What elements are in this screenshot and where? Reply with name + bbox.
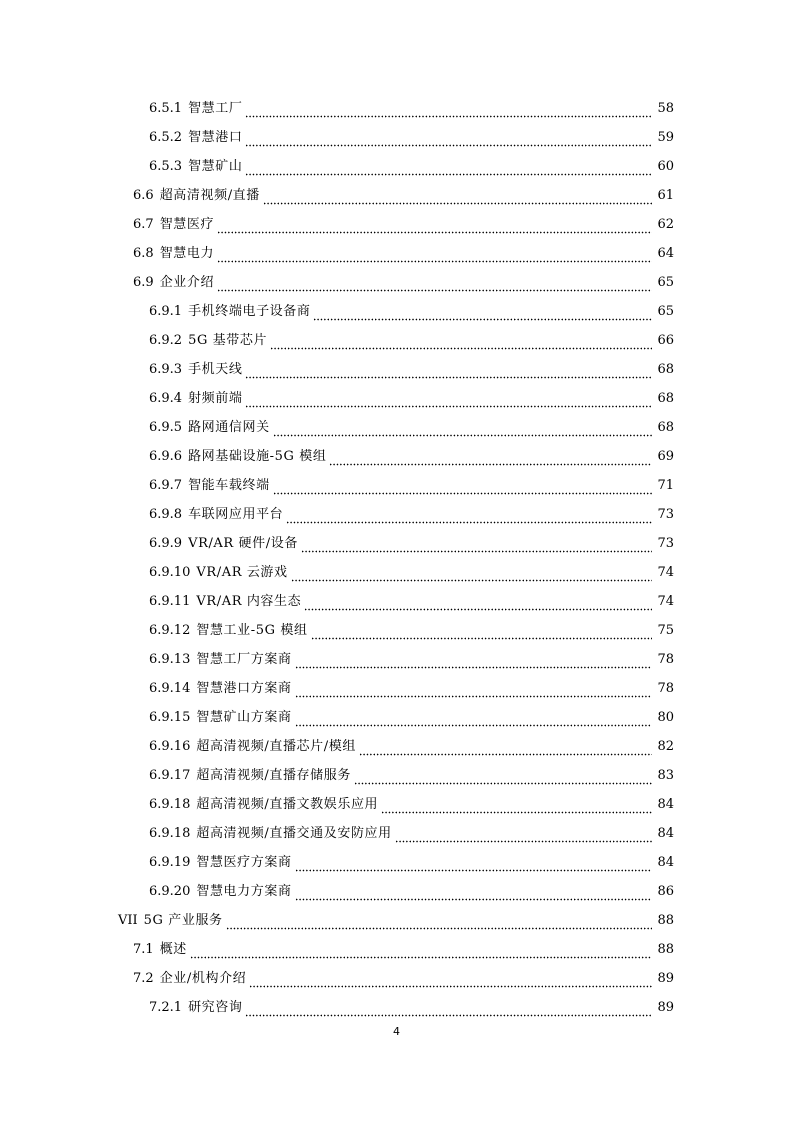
toc-entry[interactable] <box>0 674 793 703</box>
table-of-contents <box>0 94 793 1022</box>
toc-entry-page: 59 <box>657 130 674 145</box>
toc-entry-number: 6.9.11 <box>149 594 191 609</box>
toc-entry-title: 智慧医疗 <box>159 217 215 232</box>
toc-entry[interactable] <box>0 761 793 790</box>
toc-entry-number: VII <box>118 913 138 928</box>
toc-entry-title: 企业介绍 <box>159 275 215 290</box>
toc-entry-title: 超高清视频/直播存储服务 <box>196 768 351 783</box>
toc-dot-leader <box>245 367 652 379</box>
toc-entry-number: 6.8 <box>133 246 154 261</box>
toc-entry-page: 73 <box>657 536 674 551</box>
toc-entry-page: 74 <box>657 594 674 609</box>
toc-entry[interactable] <box>0 297 793 326</box>
toc-entry[interactable] <box>0 442 793 471</box>
toc-entry-number: 6.9.4 <box>149 391 183 406</box>
toc-entry-number: 6.9.1 <box>149 304 183 319</box>
toc-dot-leader <box>295 860 652 872</box>
toc-entry-page: 66 <box>657 333 674 348</box>
toc-entry-title: 5G 产业服务 <box>143 913 223 928</box>
toc-entry-page: 68 <box>657 391 674 406</box>
toc-entry-page: 78 <box>657 681 674 696</box>
toc-dot-leader <box>217 280 652 292</box>
toc-entry[interactable] <box>0 732 793 761</box>
toc-dot-leader <box>286 512 652 524</box>
toc-entry-title: 智能车载终端 <box>188 478 270 493</box>
toc-dot-leader <box>245 164 652 176</box>
toc-entry[interactable] <box>0 355 793 384</box>
toc-entry[interactable] <box>0 616 793 645</box>
toc-entry-number: 6.9.18 <box>149 797 191 812</box>
toc-entry[interactable] <box>0 877 793 906</box>
toc-dot-leader <box>311 628 652 640</box>
toc-entry-number: 6.9.19 <box>149 855 191 870</box>
toc-entry[interactable] <box>0 500 793 529</box>
toc-entry-page: 74 <box>657 565 674 580</box>
toc-entry-page: 73 <box>657 507 674 522</box>
toc-entry[interactable] <box>0 790 793 819</box>
toc-dot-leader <box>354 773 652 785</box>
toc-entry-title: VR/AR 云游戏 <box>196 565 288 580</box>
toc-entry-number: 7.2.1 <box>149 1000 183 1015</box>
toc-dot-leader <box>245 106 652 118</box>
toc-entry-title: 手机终端电子设备商 <box>188 304 311 319</box>
toc-entry-title: 智慧矿山 <box>188 159 243 174</box>
toc-dot-leader <box>295 686 652 698</box>
toc-entry-number: 6.5.2 <box>149 130 183 145</box>
toc-entry-title: 智慧工厂 <box>188 101 243 116</box>
toc-entry[interactable] <box>0 123 793 152</box>
toc-entry-title: 射频前端 <box>188 391 243 406</box>
toc-dot-leader <box>190 947 652 959</box>
toc-entry-title: 智慧工厂方案商 <box>196 652 292 667</box>
toc-entry-title: 手机天线 <box>188 362 243 377</box>
toc-entry-number: 6.9 <box>133 275 154 290</box>
toc-entry-title: 智慧电力 <box>159 246 215 261</box>
toc-entry[interactable] <box>0 848 793 877</box>
toc-entry-title: 智慧港口 <box>188 130 243 145</box>
toc-dot-leader <box>329 454 652 466</box>
toc-entry-page: 78 <box>657 652 674 667</box>
toc-dot-leader <box>217 251 652 263</box>
toc-entry-number: 7.1 <box>133 942 154 957</box>
toc-dot-leader <box>245 135 652 147</box>
toc-entry-title: 智慧医疗方案商 <box>196 855 292 870</box>
toc-entry-number: 6.9.9 <box>149 536 183 551</box>
toc-entry-page: 84 <box>657 826 674 841</box>
toc-entry-page: 86 <box>657 884 674 899</box>
toc-entry-page: 84 <box>657 855 674 870</box>
toc-entry-title: 超高清视频/直播交通及安防应用 <box>196 826 392 841</box>
toc-entry[interactable] <box>0 210 793 239</box>
toc-entry-page: 80 <box>657 710 674 725</box>
toc-dot-leader <box>359 744 652 756</box>
toc-entry-page: 68 <box>657 362 674 377</box>
toc-dot-leader <box>381 802 652 814</box>
toc-entry-page: 69 <box>657 449 674 464</box>
toc-entry-title: 研究咨询 <box>188 1000 243 1015</box>
toc-entry-page: 60 <box>657 159 674 174</box>
toc-dot-leader <box>245 1005 652 1017</box>
toc-entry-number: 6.9.18 <box>149 826 191 841</box>
toc-entry[interactable] <box>0 94 793 123</box>
toc-entry-title: 路网基础设施-5G 模组 <box>188 449 327 464</box>
page-number: 4 <box>393 1025 400 1038</box>
toc-entry-number: 6.7 <box>133 217 154 232</box>
toc-entry-number: 6.9.15 <box>149 710 191 725</box>
toc-entry-page: 65 <box>657 304 674 319</box>
toc-entry-page: 83 <box>657 768 674 783</box>
toc-entry-title: 超高清视频/直播 <box>159 188 260 203</box>
toc-entry-page: 75 <box>657 623 674 638</box>
toc-dot-leader <box>270 338 652 350</box>
toc-dot-leader <box>263 193 652 205</box>
toc-entry-number: 6.9.10 <box>149 565 191 580</box>
toc-entry-number: 6.5.1 <box>149 101 183 116</box>
toc-entry[interactable] <box>0 819 793 848</box>
toc-entry-page: 62 <box>657 217 674 232</box>
toc-entry-number: 6.9.6 <box>149 449 183 464</box>
toc-entry-page: 65 <box>657 275 674 290</box>
toc-dot-leader <box>217 222 652 234</box>
toc-entry-page: 61 <box>657 188 674 203</box>
toc-entry[interactable] <box>0 529 793 558</box>
toc-dot-leader <box>273 483 652 495</box>
toc-entry-number: 6.9.2 <box>149 333 183 348</box>
toc-dot-leader <box>249 976 652 988</box>
toc-dot-leader <box>295 715 652 727</box>
toc-entry-number: 6.9.20 <box>149 884 191 899</box>
toc-entry-number: 6.9.14 <box>149 681 191 696</box>
toc-entry[interactable] <box>0 268 793 297</box>
toc-entry-title: 概述 <box>159 942 187 957</box>
toc-entry-title: 路网通信网关 <box>188 420 270 435</box>
toc-entry-title: 智慧港口方案商 <box>196 681 292 696</box>
toc-entry[interactable] <box>0 239 793 268</box>
toc-dot-leader <box>245 396 652 408</box>
toc-entry[interactable] <box>0 471 793 500</box>
toc-dot-leader <box>295 657 652 669</box>
toc-entry-page: 64 <box>657 246 674 261</box>
toc-dot-leader <box>313 309 652 321</box>
toc-entry-number: 6.9.5 <box>149 420 183 435</box>
toc-entry[interactable] <box>0 413 793 442</box>
toc-entry-page: 68 <box>657 420 674 435</box>
toc-entry-page: 89 <box>657 1000 674 1015</box>
toc-entry-number: 7.2 <box>133 971 154 986</box>
toc-entry[interactable] <box>0 964 793 993</box>
toc-entry[interactable] <box>0 558 793 587</box>
toc-entry-title: 智慧矿山方案商 <box>196 710 292 725</box>
toc-entry[interactable] <box>0 384 793 413</box>
toc-dot-leader <box>301 541 652 553</box>
toc-dot-leader <box>304 599 652 611</box>
toc-entry-title: 智慧电力方案商 <box>196 884 292 899</box>
toc-entry[interactable] <box>0 326 793 355</box>
toc-entry-page: 71 <box>657 478 674 493</box>
toc-dot-leader <box>295 889 652 901</box>
toc-entry[interactable] <box>0 703 793 732</box>
toc-entry-number: 6.9.17 <box>149 768 191 783</box>
toc-entry-page: 89 <box>657 971 674 986</box>
toc-dot-leader <box>395 831 652 843</box>
toc-entry-title: 超高清视频/直播文教娱乐应用 <box>196 797 379 812</box>
toc-entry[interactable] <box>0 152 793 181</box>
toc-entry-page: 82 <box>657 739 674 754</box>
toc-entry[interactable] <box>0 906 793 935</box>
toc-entry-title: 智慧工业-5G 模组 <box>196 623 308 638</box>
toc-entry-page: 88 <box>657 942 674 957</box>
toc-entry-number: 6.9.12 <box>149 623 191 638</box>
toc-dot-leader <box>273 425 652 437</box>
toc-dot-leader <box>226 918 652 930</box>
toc-entry-title: VR/AR 内容生态 <box>196 594 302 609</box>
toc-entry[interactable] <box>0 993 793 1022</box>
toc-entry-title: 5G 基带芯片 <box>188 333 268 348</box>
toc-entry-title: 企业/机构介绍 <box>159 971 247 986</box>
toc-entry-number: 6.9.3 <box>149 362 183 377</box>
toc-dot-leader <box>291 570 652 582</box>
toc-entry-page: 58 <box>657 101 674 116</box>
toc-entry-title: VR/AR 硬件/设备 <box>188 536 298 551</box>
toc-entry[interactable] <box>0 181 793 210</box>
toc-entry-page: 84 <box>657 797 674 812</box>
toc-entry-number: 6.6 <box>133 188 154 203</box>
toc-entry-number: 6.9.13 <box>149 652 191 667</box>
toc-entry-number: 6.9.7 <box>149 478 183 493</box>
toc-entry-number: 6.9.8 <box>149 507 183 522</box>
toc-entry-number: 6.5.3 <box>149 159 183 174</box>
toc-entry[interactable] <box>0 587 793 616</box>
toc-entry-number: 6.9.16 <box>149 739 191 754</box>
toc-entry-title: 超高清视频/直播芯片/模组 <box>196 739 356 754</box>
toc-entry-title: 车联网应用平台 <box>188 507 284 522</box>
toc-entry[interactable] <box>0 935 793 964</box>
toc-entry-page: 88 <box>657 913 674 928</box>
toc-entry[interactable] <box>0 645 793 674</box>
